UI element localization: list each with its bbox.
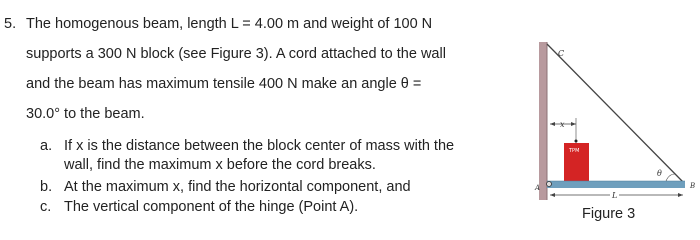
problem-number: 5. [4, 16, 17, 32]
subpart-b-label: b. [40, 179, 53, 195]
beam-figure [534, 30, 700, 200]
label-l: L [612, 191, 618, 200]
hinge [547, 182, 552, 187]
problem-line-3: and the beam has maximum tensile 400 N make an angle θ = [26, 76, 422, 92]
problem-line-1: The homogenous beam, length L = 4.00 m and weight of 100 N [26, 16, 433, 32]
figure-caption: Figure 3 [582, 206, 636, 222]
subpart-b-line-1: At the maximum x, find the horizontal component, and [64, 179, 411, 195]
subpart-a-line-2: wall, find the maximum x before the cord breaks. [64, 157, 376, 173]
subpart-a-label: a. [40, 138, 53, 154]
label-a: A [535, 184, 541, 192]
subpart-c-label: c. [40, 199, 52, 215]
label-theta: θ [657, 169, 662, 178]
block-label: TPM [569, 148, 580, 154]
subpart-a-line-1: If x is the distance between the block center of mass with the [64, 138, 455, 154]
label-b: B [690, 182, 696, 190]
label-c: C [558, 49, 565, 58]
label-x: x [560, 120, 565, 129]
problem-line-2: supports a 300 N block (see Figure 3). A cord attached to the wall [26, 46, 446, 62]
beam [547, 181, 685, 188]
wall [539, 42, 547, 200]
problem-line-4: 30.0° to the beam. [26, 106, 145, 122]
subpart-c-line-1: The vertical component of the hinge (Point A). [64, 199, 359, 215]
